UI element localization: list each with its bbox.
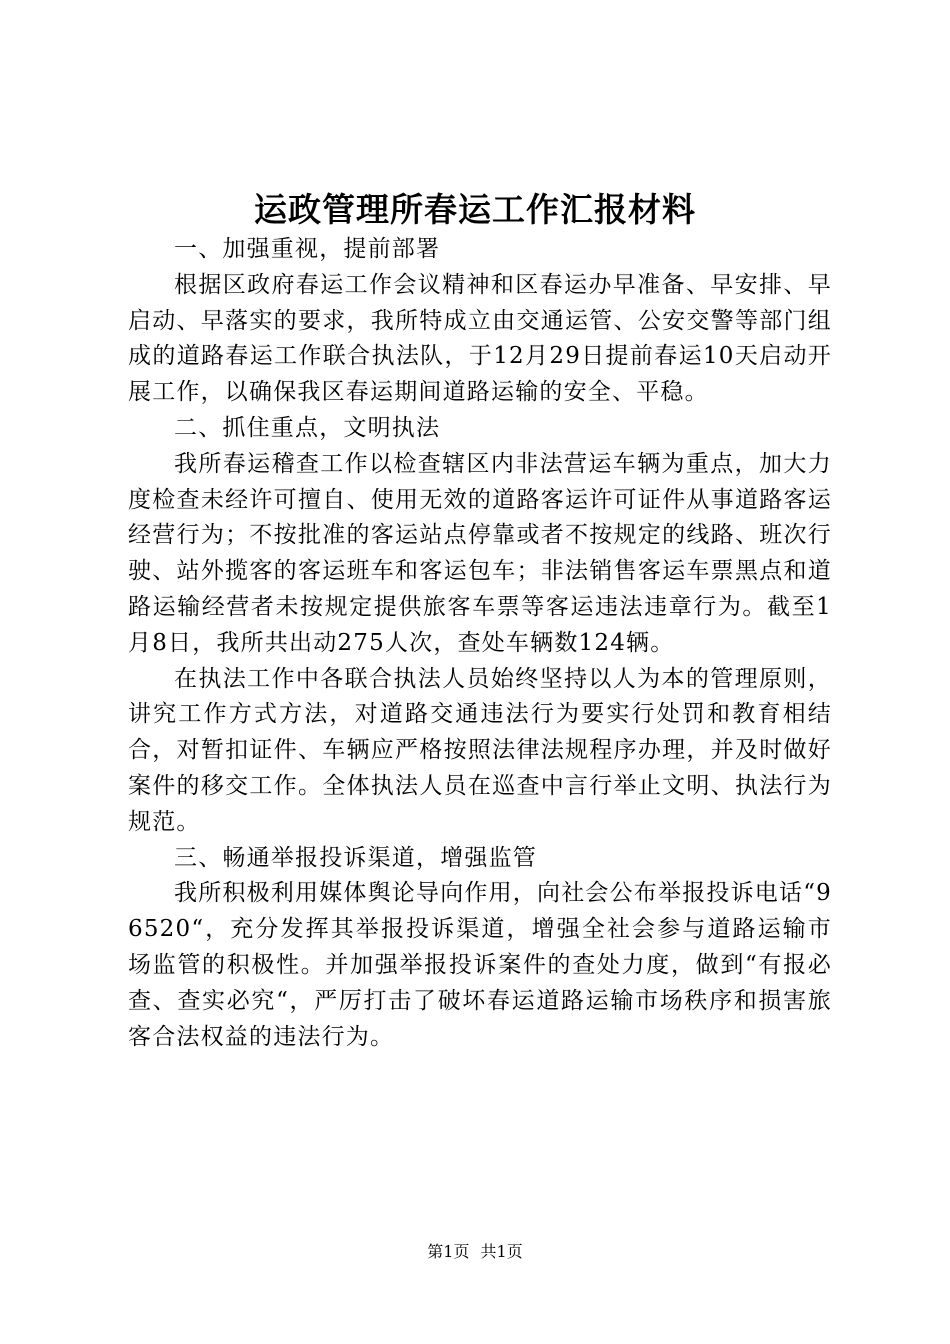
page-number: 第1页: [427, 1242, 470, 1261]
section-heading-1: 一、加强重视，提前部署: [174, 236, 441, 262]
document-title: 运政管理所春运工作汇报材料: [254, 190, 696, 229]
section-heading-2: 二、抓住重点，文明执法: [174, 414, 441, 441]
paragraph: 我所积极利用媒体舆论导向作用，向社会公布举报投诉电话“96520“，充分发挥其举报投诉渠道，增强全社会参与道路运输市场监管的积极性。并加强举报投诉案件的查处力度，做到“有报必查、查实必究“，严厉打击了破坏春运道路运输市场秩序和损害旅客合法权益的违法行为。: [128, 880, 832, 1050]
section-heading-3: 三、畅通举报投诉渠道，增强监管: [174, 844, 537, 871]
page-footer: [0, 1240, 950, 1264]
document-body: [128, 232, 832, 1055]
paragraph: 在执法工作中各联合执法人员始终坚持以人为本的管理原则，讲究工作方式方法，对道路交通违法行为要实行处罚和教育相结合，对暂扣证件、车辆应严格按照法律法规程序办理，并及时做好案件的移交工作。全体执法人员在巡查中言行举止文明、执法行为规范。: [128, 665, 832, 835]
paragraph: 根据区政府春运工作会议精神和区春运办早准备、早安排、早启动、早落实的要求，我所特成立由交通运管、公安交警等部门组成的道路春运工作联合执法队，于12月29日提前春运10天启动开展工作，以确保我区春运期间道路运输的安全、平稳。: [128, 271, 832, 406]
page-total: 共1页: [480, 1242, 523, 1261]
paragraph: 我所春运稽查工作以检查辖区内非法营运车辆为重点，加大力度检查未经许可擅自、使用无效的道路客运许可证件从事道路客运经营行为；不按批准的客运站点停靠或者不按规定的线路、班次行驶、站外揽客的客运班车和客运包车；非法销售客运车票黑点和道路运输经营者未按规定提供旅客车票等客运违法违章行为。截至1月8日，我所共出动275人次，查处车辆数124辆。: [128, 450, 832, 656]
